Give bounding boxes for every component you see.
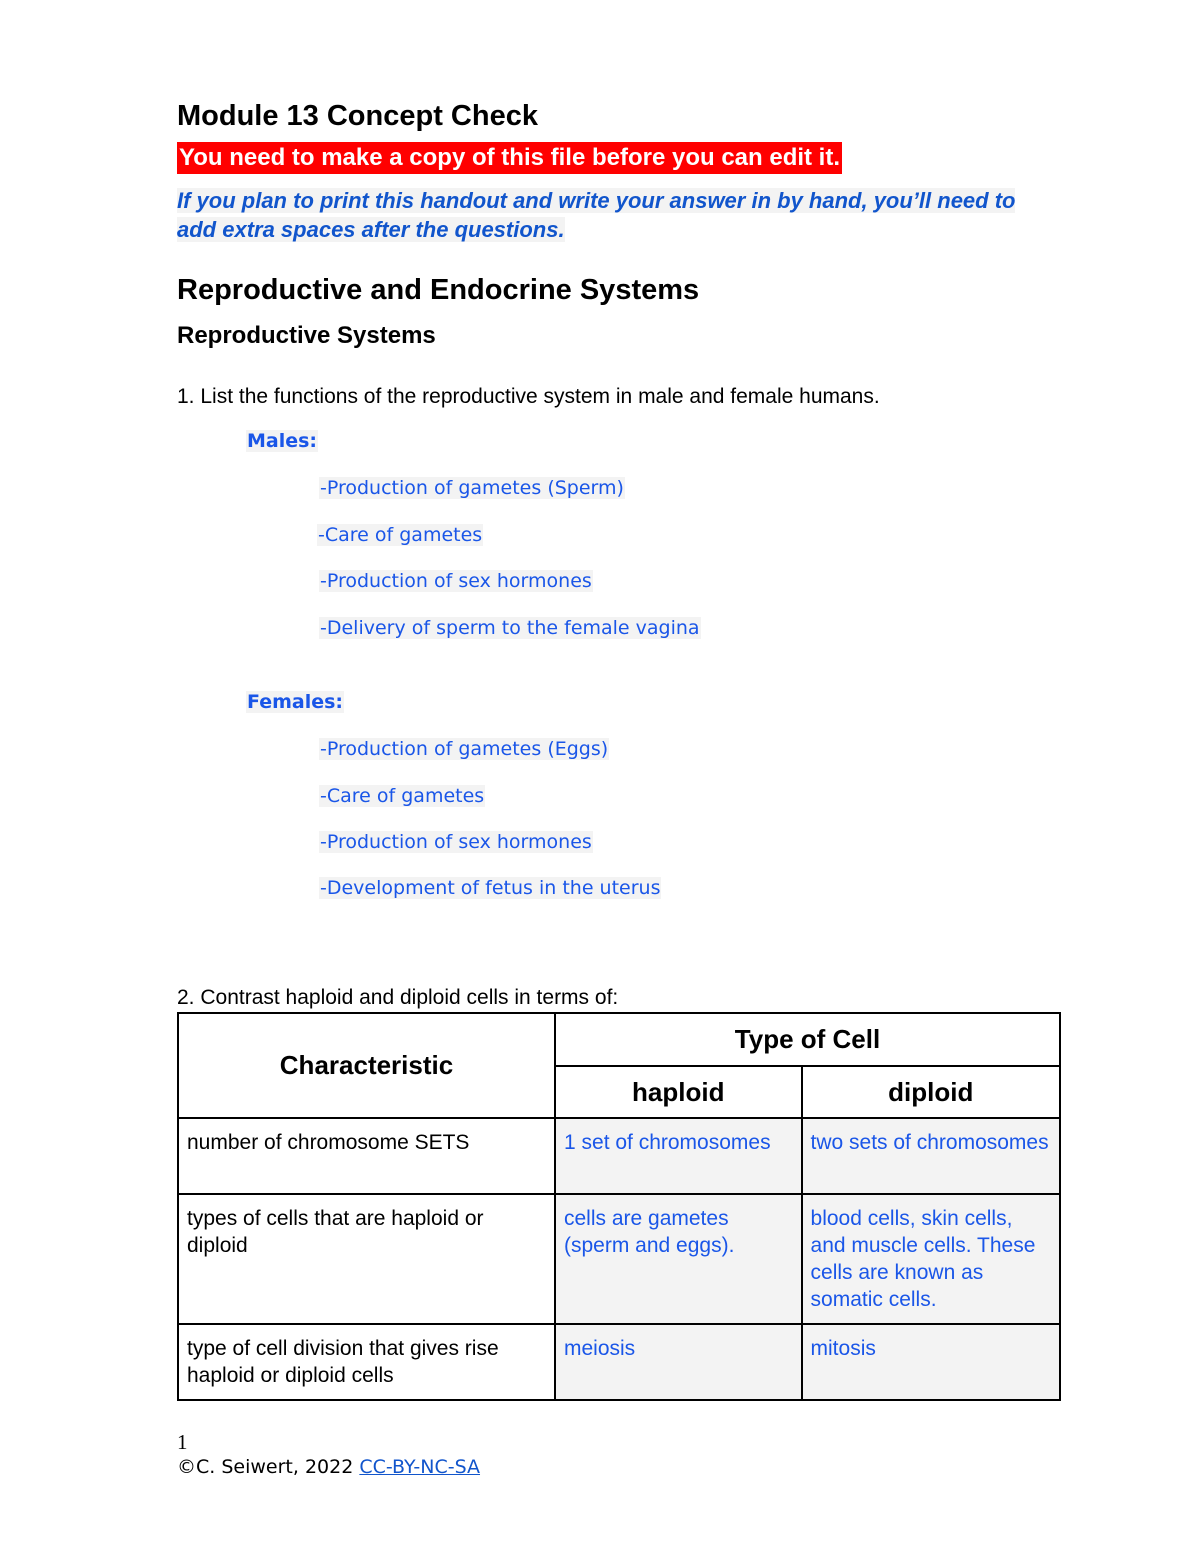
comparison-table [177,1012,1061,1401]
characteristic-header: Characteristic [178,1013,555,1118]
subsection-heading: Reproductive Systems [177,322,436,349]
males-group [246,430,318,452]
list-item: -Care of gametes [318,524,483,546]
characteristic-cell: type of cell division that gives rise haploid or diploid cells [178,1324,555,1400]
list-item: -Development of fetus in the uterus [320,877,661,899]
question-2: 2. Contrast haploid and diploid cells in terms of: [177,986,619,1009]
list-item: -Production of gametes (Eggs) [320,738,609,760]
list-item: -Production of gametes (Sperm) [320,477,624,499]
diploid-answer: mitosis [802,1324,1060,1400]
list-item: -Delivery of sperm to the female vagina [320,617,700,639]
list-item: -Production of sex hormones [320,831,592,853]
diploid-answer: two sets of chromosomes [802,1118,1060,1194]
section-heading: Reproductive and Endocrine Systems [177,274,700,306]
copyright-text: ©C. Seiwert, 2022 [177,1456,360,1478]
license-link[interactable]: CC-BY-NC-SA [359,1456,481,1478]
males-label: Males: [247,430,318,452]
table-row [178,1118,1060,1194]
haploid-answer: cells are gametes (sperm and eggs). [555,1194,802,1324]
characteristic-cell: types of cells that are haploid or diploid [178,1194,555,1324]
document-title: Module 13 Concept Check [177,100,538,132]
print-note [177,186,1057,244]
haploid-answer: meiosis [555,1324,802,1400]
print-note-text: If you plan to print this handout and write your answer in by hand, you’ll need to add extra spaces after the questions. [177,188,1016,242]
haploid-header: haploid [555,1066,802,1118]
page-number: 1 [177,1430,188,1454]
list-item: -Production of sex hormones [320,570,592,592]
diploid-answer: blood cells, skin cells, and muscle cells. These cells are known as somatic cells. [802,1194,1060,1324]
type-of-cell-header: Type of Cell [555,1013,1060,1066]
footer [177,1456,480,1478]
question-1: 1. List the functions of the reproductive system in male and female humans. [177,385,880,408]
diploid-header: diploid [802,1066,1060,1118]
table-row [178,1324,1060,1400]
females-group [246,691,344,713]
females-label: Females: [247,691,344,713]
characteristic-cell: number of chromosome SETS [178,1118,555,1194]
haploid-answer: 1 set of chromosomes [555,1118,802,1194]
list-item: -Care of gametes [320,785,485,807]
table-row [178,1194,1060,1324]
copy-warning: You need to make a copy of this file before you can edit it. [177,142,842,174]
